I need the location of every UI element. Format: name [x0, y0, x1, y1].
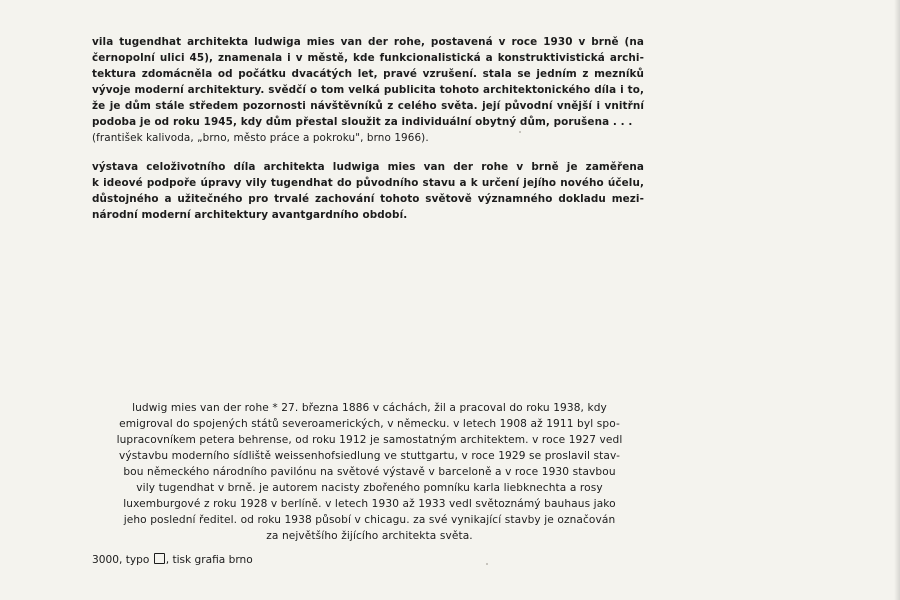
square-outline-icon — [154, 553, 165, 564]
paper-speck — [486, 563, 488, 565]
intro-line: černopolní ulici 45), znamenala i v městě, kde funkcionalistická a konstruktivistická archi- — [92, 52, 644, 64]
exhibition-line: výstava celoživotního díla architekta ludwiga mies van der rohe v brně je zaměřena — [92, 161, 644, 173]
colophon-print-run: 3000, typo — [92, 554, 150, 566]
intro-paragraph — [92, 34, 644, 146]
biography-line: výstavbu moderního sídliště weissenhofsiedlung ve stuttgartu, v roce 1929 se proslavil stav- — [118, 450, 621, 462]
paper-speck — [519, 131, 521, 133]
biography-line: luxemburgové z roku 1928 v berlíně. v letech 1930 až 1933 vedl světoznámý bauhaus jako — [123, 498, 616, 510]
biography-line: vily tugendhat v brně. je autorem nacisty zbořeného pomníku karla liebknechta a rosy — [136, 482, 603, 494]
biography-line: emigroval do spojených států severoamerických, v německu. v letech 1908 až 1911 byl spo- — [119, 418, 620, 430]
intro-line: tektura zdomácněla od počátku dvacátých let, pravé vzrušení. stala se jedním z mezníků — [92, 68, 644, 80]
exhibition-line: k ideové podpoře úpravy vily tugendhat do původního stavu a k určení jejího nového účelu, — [92, 177, 644, 189]
colophon-printer: , tisk grafia brno — [165, 554, 253, 566]
page-edge-shadow — [894, 0, 900, 600]
exhibition-line: národní moderní architektury avantgardního období. — [92, 209, 408, 221]
intro-line: vývoje moderní architektury. svědčí o tom velká publicita tohoto architektonického díla i to, — [92, 84, 644, 96]
biography-paragraph — [92, 400, 647, 544]
intro-line: podoba je od roku 1945, kdy dům přestal sloužit za individuální obytný dům, porušena . . . — [92, 116, 633, 128]
intro-line: že je dům stále středem pozornosti návštěvníků z celého světa. její původní vnější i vnitřní — [92, 100, 644, 112]
exhibition-line: důstojného a užitečného pro trvalé zachování tohoto světově významného dokladu mezi- — [92, 193, 644, 205]
intro-line: vila tugendhat architekta ludwiga mies van der rohe, postavená v roce 1930 v brně (na — [92, 36, 644, 48]
intro-citation: (františek kalivoda, „brno, město práce a pokroku", brno 1966). — [92, 132, 429, 144]
colophon — [92, 552, 253, 568]
exhibition-paragraph — [92, 159, 644, 223]
biography-line: lupracovníkem petera behrense, od roku 1912 je samostatným architektem. v roce 1927 vedl — [116, 434, 623, 446]
biography-line: za největšího žijícího architekta světa. — [266, 530, 473, 542]
biography-line: ludwig mies van der rohe * 27. března 1886 v cáchách, žil a pracoval do roku 1938, kdy — [132, 402, 607, 414]
biography-line: bou německého národního pavilónu na světové výstavě v barceloně a v roce 1930 stavbou — [123, 466, 616, 478]
biography-line: jeho poslední ředitel. od roku 1938 působí v chicagu. za své vynikající stavby je označován — [123, 514, 616, 526]
